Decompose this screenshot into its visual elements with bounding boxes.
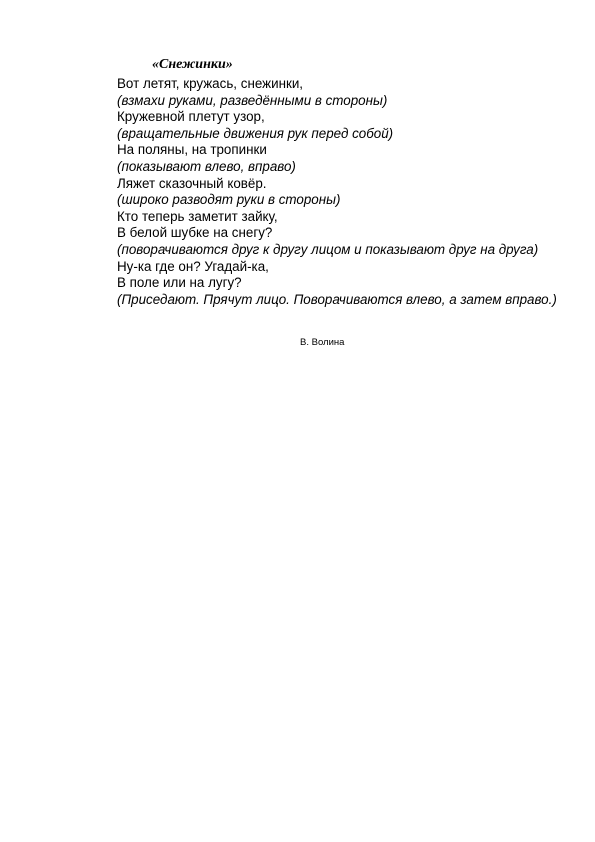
stage-direction: (взмахи руками, разведёнными в стороны) — [117, 92, 388, 108]
verse-line: На поляны, на тропинки — [117, 142, 267, 158]
stage-direction: (широко разводят руки в стороны) — [117, 192, 341, 208]
verse-line: Вот летят, кружась, снежинки, — [117, 76, 304, 91]
author-name: В. Волина — [300, 337, 345, 348]
verse-line: Ляжет сказочный ковёр. — [117, 175, 267, 191]
verse-line: Кружевной плетут узор, — [117, 109, 265, 125]
stage-direction: (показывают влево, вправо) — [117, 158, 296, 174]
stage-direction: (Приседают. Прячут лицо. Поворачиваются влево, а затем вправо.) — [117, 291, 557, 307]
poem-body — [117, 76, 572, 308]
verse-line: Кто теперь заметит зайку, — [117, 208, 278, 224]
verse-line: В поле или на лугу? — [117, 275, 242, 291]
stage-direction: (вращательные движения рук перед собой) — [117, 125, 394, 141]
verse-line: Ну-ка где он? Угадай-ка, — [117, 258, 269, 274]
stage-direction: (поворачиваются друг к другу лицом и показывают друг на друга) — [117, 241, 539, 257]
poem-title: «Снежинки» — [152, 57, 233, 72]
verse-line: В белой шубке на снегу? — [117, 225, 273, 241]
